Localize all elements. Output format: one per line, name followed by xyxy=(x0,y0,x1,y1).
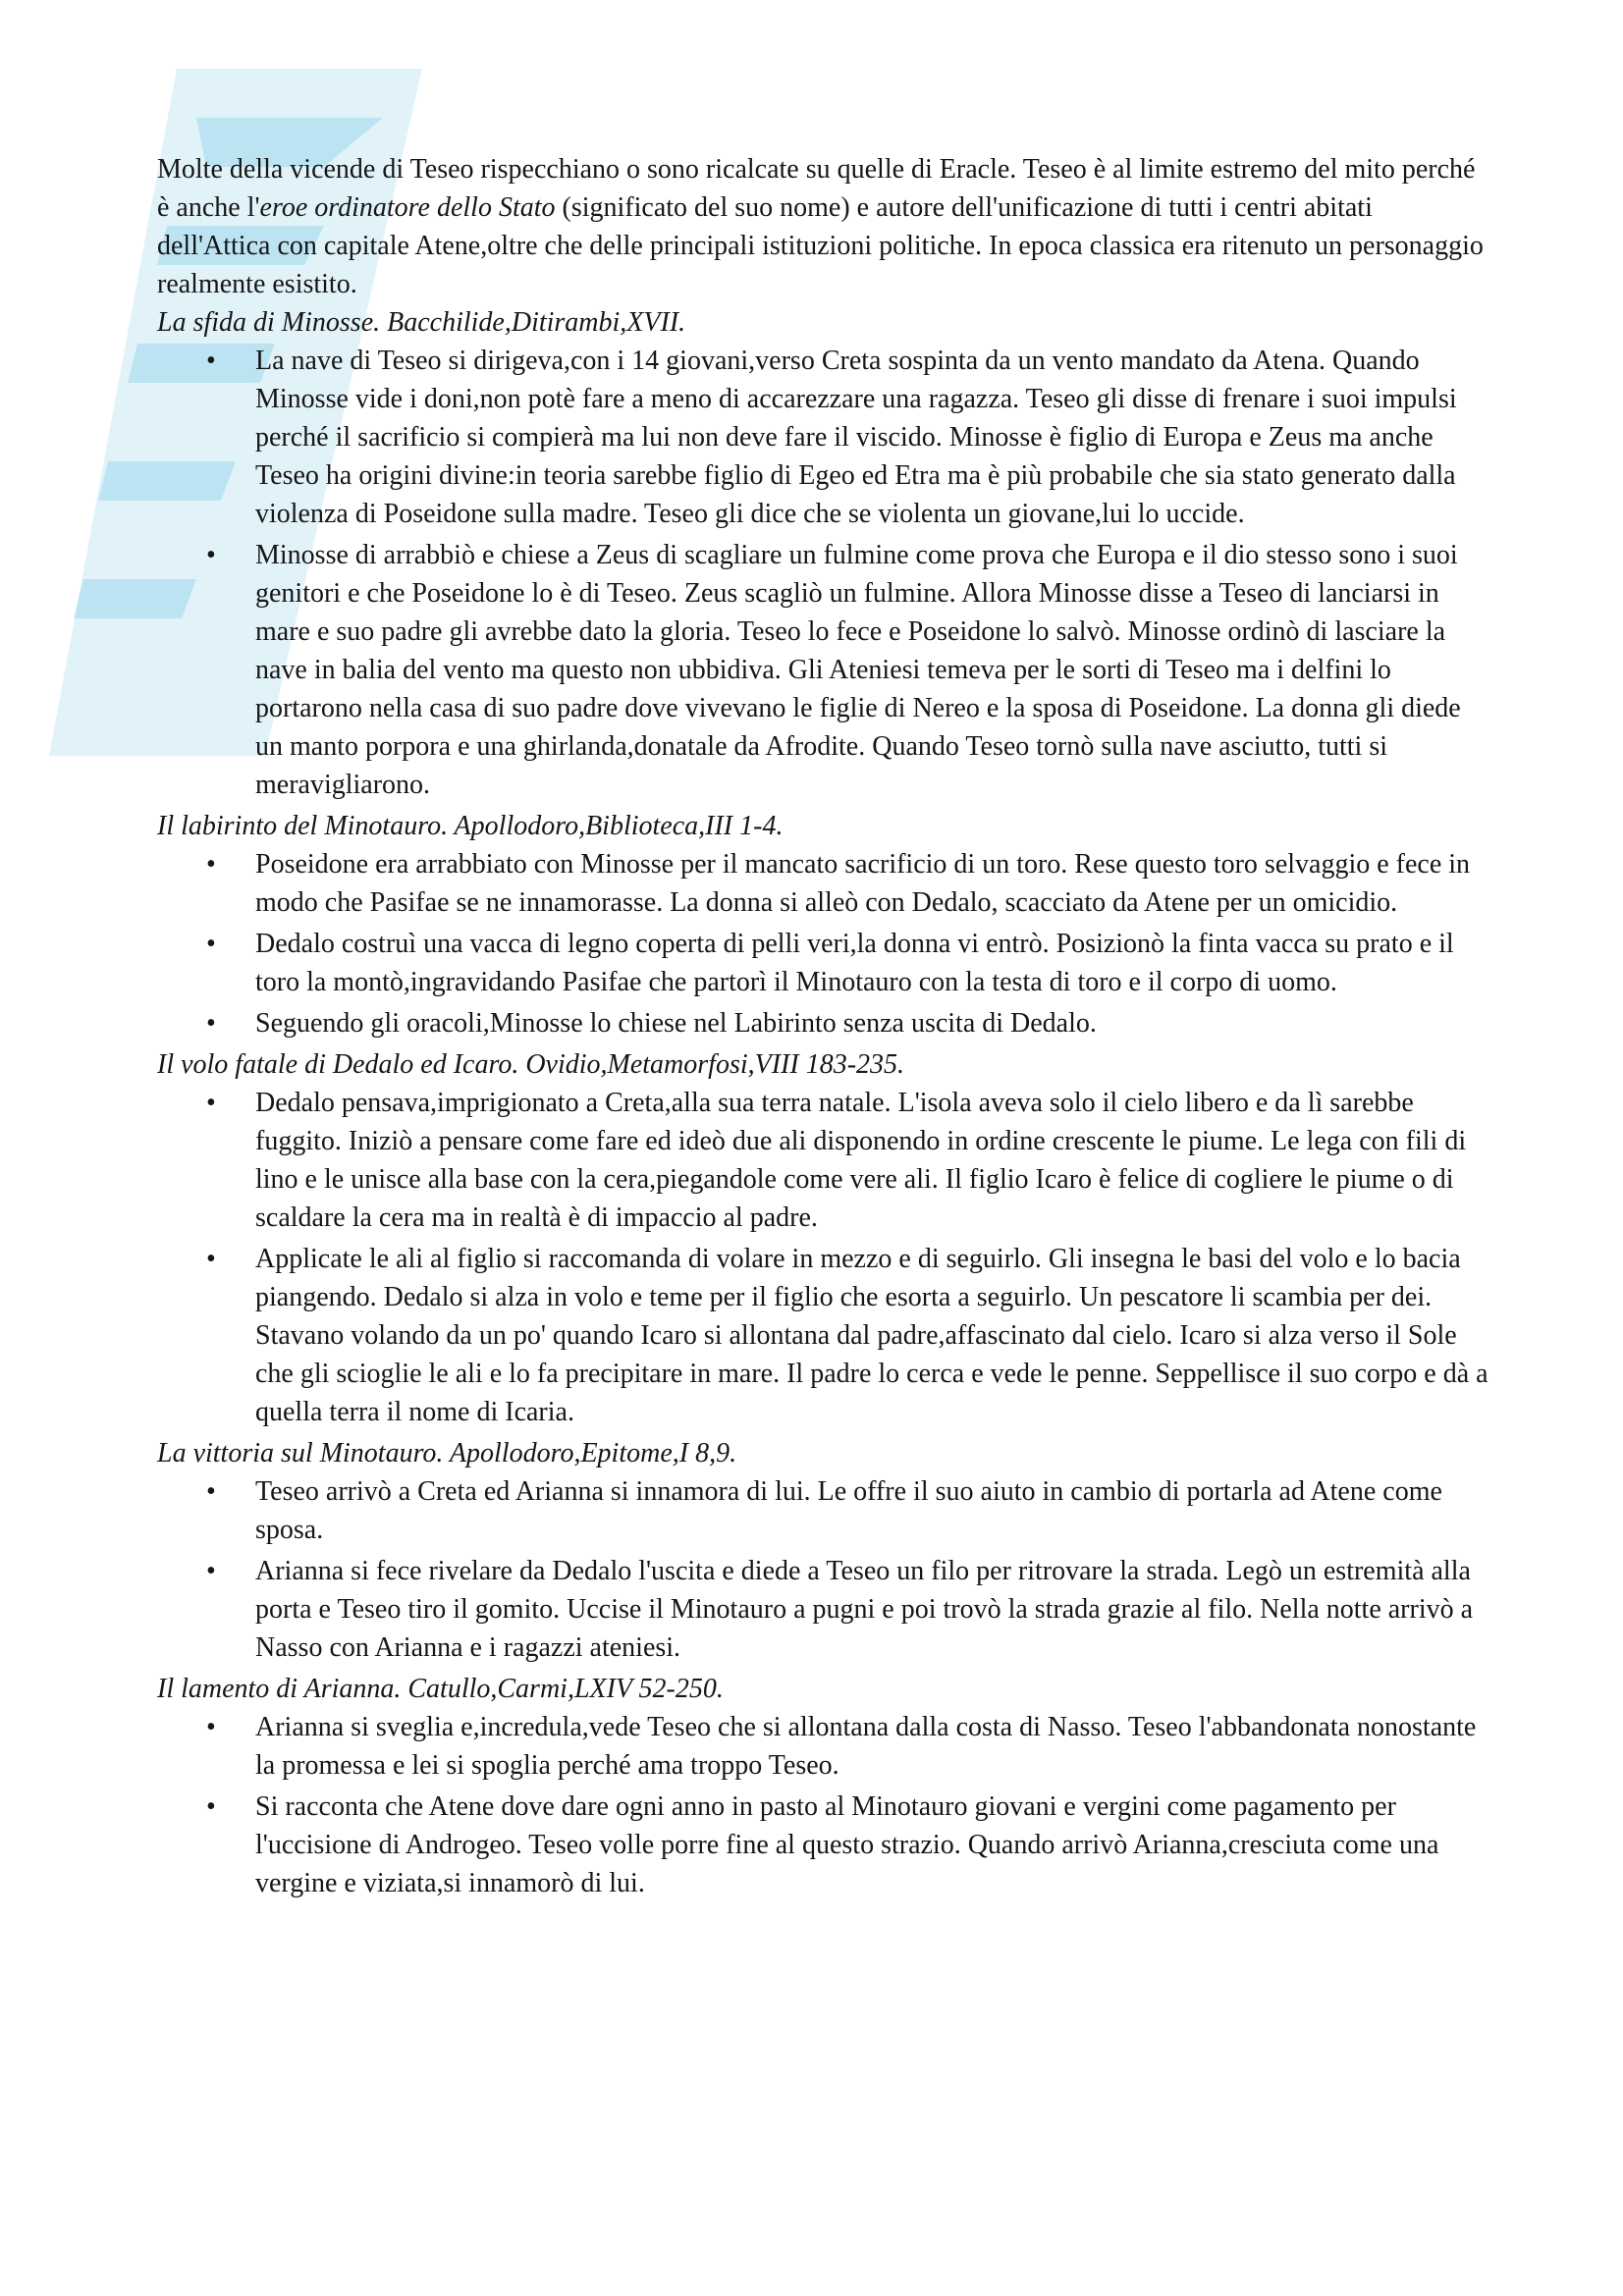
intro-paragraph xyxy=(157,150,1492,303)
list-item: • Dedalo costruì una vacca di legno coperta di pelli veri,la donna vi entrò. Posizionò la finta vacca su prato e il toro la montò,ingravidando Pasifae che partorì il Minotauro con la testa di toro e il corpo di uomo. xyxy=(157,925,1492,1001)
list-item: • Minosse di arrabbiò e chiese a Zeus di scagliare un fulmine come prova che Europa e il dio stesso sono i suoi genitori e che Poseidone lo è di Teseo. Zeus scagliò un fulmine. Allora Minosse disse a Teseo di lanciarsi in mare e suo padre gli avrebbe dato la gloria. Teseo lo fece e Poseidone lo salvò. Minosse ordinò di lasciare la nave in balia del vento ma questo non ubbidiva. Gli Ateniesi temeva per le sorti di Teseo ma i delfini lo portarono nella casa di suo padre dove vivevano le figlie di Nereo e la sposa di Poseidone. La donna gli diede un manto porpora e una ghirlanda,donatale da Afrodite. Quando Teseo tornò sulla nave asciutto, tutti si meravigliarono. xyxy=(157,536,1492,804)
section-heading: Il labirinto del Minotauro. Apollodoro,Biblioteca,III 1-4. xyxy=(157,811,784,841)
bullet-list xyxy=(157,845,1492,1042)
section-icaro xyxy=(157,1045,1492,1431)
list-item: • Seguendo gli oracoli,Minosse lo chiese nel Labirinto senza uscita di Dedalo. xyxy=(157,1004,1492,1042)
section-heading: Il lamento di Arianna. Catullo,Carmi,LXIV 52-250. xyxy=(157,1674,724,1704)
list-item: • Applicate le ali al figlio si raccomanda di volare in mezzo e di seguirlo. Gli insegna le basi del volo e lo bacia piangendo. Dedalo si alza in volo e teme per il figlio che esorta a seguirlo. Un pescatore li scambia per dei. Stavano volando da un po' quando Icaro si allontana dal padre,affascinato dal cielo. Icaro si alza verso il Sole che gli scioglie le ali e lo fa precipitare in mare. Il padre lo cerca e vede le penne. Seppellisce il suo corpo e dà a quella terra il nome di Icaria. xyxy=(157,1240,1492,1431)
bullet-list xyxy=(157,1472,1492,1667)
section-vittoria xyxy=(157,1434,1492,1667)
section-heading: La vittoria sul Minotauro. Apollodoro,Epitome,I 8,9. xyxy=(157,1438,737,1468)
document-body xyxy=(157,150,1492,1905)
bullet-list xyxy=(157,1708,1492,1902)
intro-emphasis: eroe ordinatore dello Stato xyxy=(259,192,556,223)
list-item: • Teseo arrivò a Creta ed Arianna si innamora di lui. Le offre il suo aiuto in cambio di portarla ad Atene come sposa. xyxy=(157,1472,1492,1549)
section-heading: La sfida di Minosse. Bacchilide,Ditirambi,XVII. xyxy=(157,307,686,338)
bullet-list xyxy=(157,1084,1492,1431)
list-item: • Dedalo pensava,imprigionato a Creta,alla sua terra natale. L'isola aveva solo il cielo libero e da lì sarebbe fuggito. Iniziò a pensare come fare ed ideò due ali disponendo in ordine crescente le piume. Le lega con fili di lino e le unisce alla base con la cera,piegandole come vere ali. Il figlio Icaro è felice di cogliere le piume o di scaldare la cera ma in realtà è di impaccio al padre. xyxy=(157,1084,1492,1237)
section-heading: Il volo fatale di Dedalo ed Icaro. Ovidio,Metamorfosi,VIII 183-235. xyxy=(157,1049,905,1080)
list-item: • Poseidone era arrabbiato con Minosse per il mancato sacrificio di un toro. Rese questo toro selvaggio e fece in modo che Pasifae se ne innamorasse. La donna si alleò con Dedalo, scacciato da Atene per un omicidio. xyxy=(157,845,1492,922)
intro-text-before: Molte della vicende di Teseo rispecchiano o sono ricalcate su quelle di Eracle. Teseo è al limite estremo del mito perché è anche l' xyxy=(157,154,1476,223)
list-item: • Arianna si fece rivelare da Dedalo l'uscita e diede a Teseo un filo per ritrovare la strada. Legò un estremità alla porta e Teseo tiro il gomito. Uccise il Minotauro a pugni e poi trovò la strada grazie al filo. Nella notte arrivò a Nasso con Arianna e i ragazzi ateniesi. xyxy=(157,1552,1492,1667)
section-minosse xyxy=(157,303,1492,804)
list-item: • Si racconta che Atene dove dare ogni anno in pasto al Minotauro giovani e vergini come pagamento per l'uccisione di Androgeo. Teseo volle porre fine al questo strazio. Quando arrivò Arianna,cresciuta come una vergine e viziata,si innamorò di lui. xyxy=(157,1788,1492,1902)
section-arianna xyxy=(157,1670,1492,1902)
section-labirinto xyxy=(157,807,1492,1042)
intro-text-after: (significato del suo nome) e autore dell'unificazione di tutti i centri abitati dell'Attica con capitale Atene,oltre che delle principali istituzioni politiche. In epoca classica era ritenuto un personaggio realmente esistito. xyxy=(157,192,1484,299)
list-item: • La nave di Teseo si dirigeva,con i 14 giovani,verso Creta sospinta da un vento mandato da Atena. Quando Minosse vide i doni,non potè fare a meno di accarezzare una ragazza. Teseo gli disse di frenare i suoi impulsi perché il sacrificio si compierà ma lui non deve fare il viscido. Minosse è figlio di Europa e Zeus ma anche Teseo ha origini divine:in teoria sarebbe figlio di Egeo ed Etra ma è più probabile che sia stato generato dalla violenza di Poseidone sulla madre. Teseo gli dice che se violenta un giovane,lui lo uccide. xyxy=(157,342,1492,533)
bullet-list xyxy=(157,342,1492,804)
list-item: • Arianna si sveglia e,incredula,vede Teseo che si allontana dalla costa di Nasso. Teseo l'abbandonata nonostante la promessa e lei si spoglia perché ama troppo Teseo. xyxy=(157,1708,1492,1785)
